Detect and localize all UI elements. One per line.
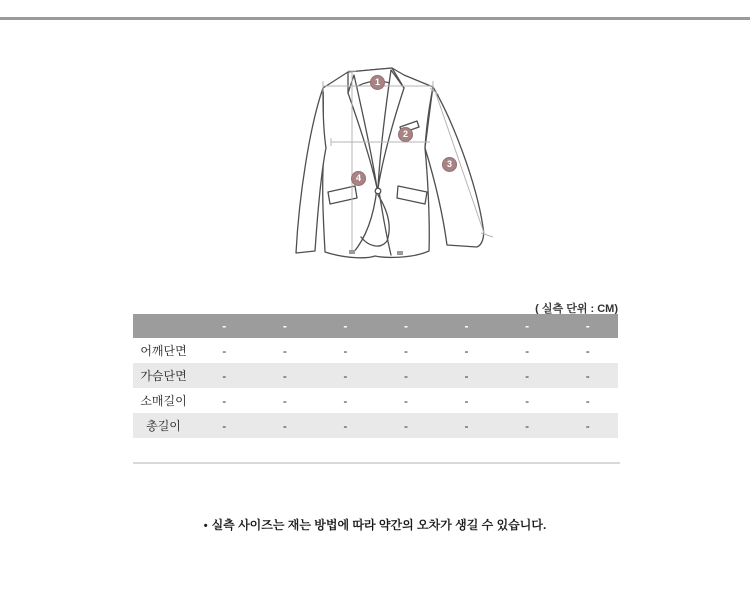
size-table-header-cell: - xyxy=(222,319,227,333)
size-table-value-cell: - xyxy=(525,368,530,383)
size-table-value-cell: - xyxy=(525,343,530,358)
size-table-header-cell: - xyxy=(282,319,287,333)
size-table-header-row xyxy=(133,314,618,338)
jacket-illustration xyxy=(280,55,495,270)
jacket-body xyxy=(323,68,433,258)
size-table-value-cell: - xyxy=(403,343,408,358)
jacket-button xyxy=(375,188,381,194)
size-table-row xyxy=(133,363,618,388)
guide-length-foot-marker xyxy=(349,250,355,254)
size-table-value-cell: - xyxy=(343,393,348,408)
size-table-value-cell: - xyxy=(282,393,287,408)
footnote-bullet: • xyxy=(203,520,208,532)
size-table-value-cell: - xyxy=(222,393,227,408)
size-table-value-cell: - xyxy=(403,418,408,433)
size-table-row-label: 총길이 xyxy=(146,419,181,433)
size-table-header-cell: - xyxy=(525,319,530,333)
size-table-row-label: 가슴단면 xyxy=(140,369,187,383)
size-table-value-cell: - xyxy=(585,368,590,383)
size-table-value-cell: - xyxy=(585,418,590,433)
jacket-left-sleeve xyxy=(296,88,326,253)
size-table-value-cell: - xyxy=(343,418,348,433)
size-table-value-cell: - xyxy=(585,393,590,408)
size-table-row-label: 어깨단면 xyxy=(140,344,187,358)
top-divider-line xyxy=(0,17,750,20)
size-table-value-cell: - xyxy=(464,368,469,383)
size-table-value-cell: - xyxy=(464,418,469,433)
measure-badge-1: 1 xyxy=(370,75,385,90)
size-table-value-cell: - xyxy=(282,368,287,383)
size-table-header-cell: - xyxy=(585,319,590,333)
size-table-value-cell: - xyxy=(343,368,348,383)
size-table-value-cell: - xyxy=(464,393,469,408)
size-table xyxy=(133,314,618,438)
size-table-value-cell: - xyxy=(222,368,227,383)
size-table-row xyxy=(133,338,618,363)
size-table-header-cell: - xyxy=(464,319,469,333)
measurement-unit-note: ( 실측 단위 : CM) xyxy=(535,303,618,315)
size-table-value-cell: - xyxy=(222,343,227,358)
bottom-divider-line xyxy=(133,462,620,464)
measure-badge-3: 3 xyxy=(442,157,457,172)
size-table-row xyxy=(133,413,618,438)
size-table-value-cell: - xyxy=(282,418,287,433)
size-table-value-cell: - xyxy=(222,418,227,433)
measure-badge-2: 2 xyxy=(398,127,413,142)
jacket-measurement-diagram xyxy=(280,55,495,270)
size-table-value-cell: - xyxy=(585,343,590,358)
size-table-value-cell: - xyxy=(525,418,530,433)
guide-center-foot-marker xyxy=(397,251,403,255)
size-table-value-cell: - xyxy=(282,343,287,358)
size-table-value-cell: - xyxy=(343,343,348,358)
size-table-value-cell: - xyxy=(403,393,408,408)
size-table-value-cell: - xyxy=(403,368,408,383)
size-table-value-cell: - xyxy=(464,343,469,358)
footnote xyxy=(0,516,750,533)
size-table-value-cell: - xyxy=(525,393,530,408)
size-table-row-label: 소매길이 xyxy=(140,394,187,408)
size-table-header-cell: - xyxy=(343,319,348,333)
measure-badge-4: 4 xyxy=(351,171,366,186)
size-table-header-cell xyxy=(133,314,194,338)
size-table-header-cell: - xyxy=(403,319,408,333)
footnote-text: 실측 사이즈는 재는 방법에 따라 약간의 오차가 생길 수 있습니다. xyxy=(211,518,547,532)
size-table-row xyxy=(133,388,618,413)
